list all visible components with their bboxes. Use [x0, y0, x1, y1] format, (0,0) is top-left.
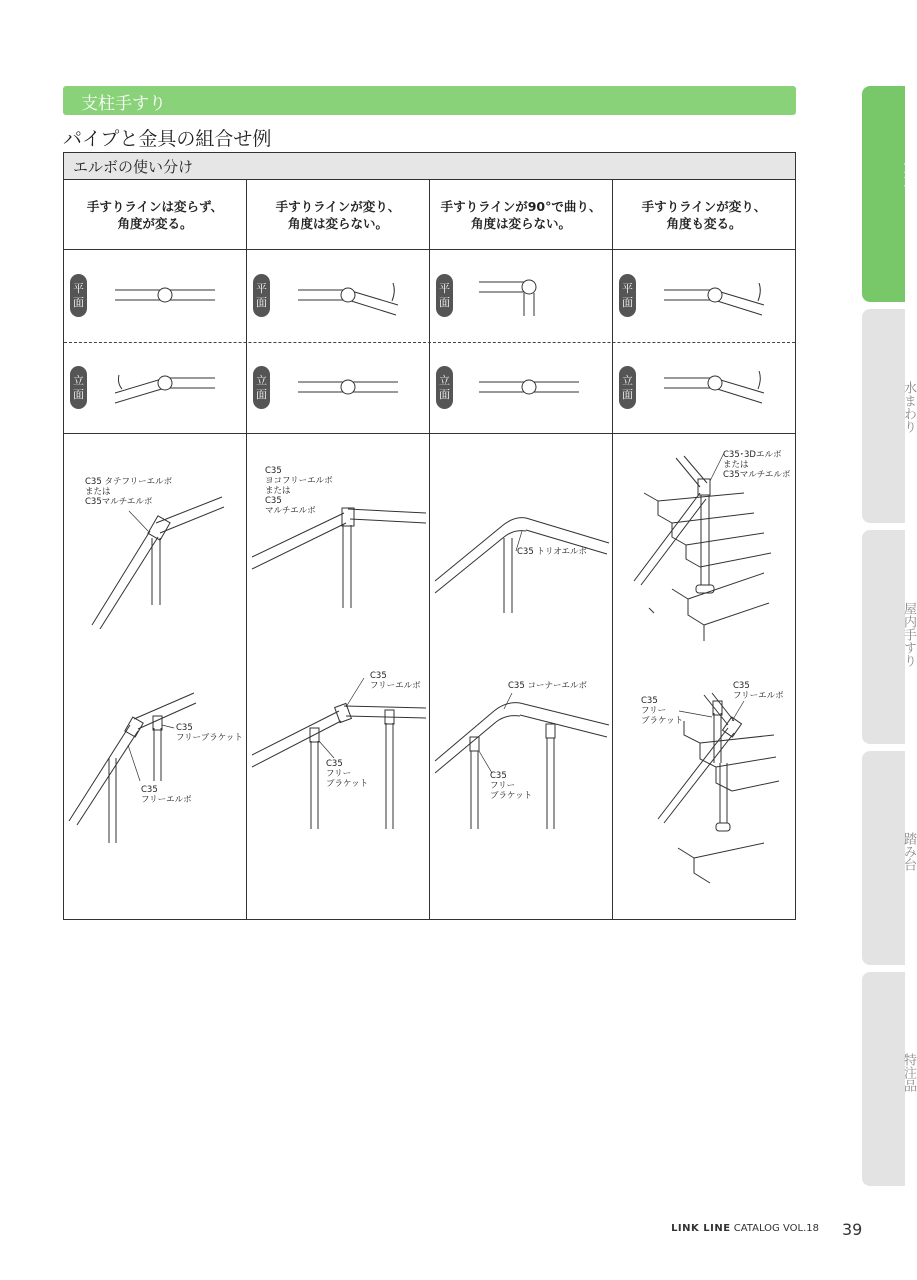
tab-label: 踏み台 [901, 832, 916, 871]
label-c1-top: C35 タテフリーエルボ または C35マルチエルボ [85, 477, 173, 507]
elevation-view-label: 立 面 [70, 366, 87, 409]
tab-outdoor-handrail[interactable] [862, 86, 916, 302]
column-header-text: 手すりラインが変り、 [641, 199, 767, 214]
illustration-c4-top [634, 453, 771, 641]
illustration-c2-bottom [252, 678, 426, 829]
column-header-text: 手すりラインが変り、 [275, 199, 401, 214]
plan-diagram-3 [479, 280, 536, 316]
plan-diagram-1 [115, 288, 215, 302]
label-c3-bottom-bracket: C35 フリー ブラケット [490, 771, 533, 801]
label-c1-bottom-elbow: C35 フリーエルボ [141, 785, 192, 805]
tab-label: 水まわり [901, 381, 916, 433]
section-title: 支柱手すり [81, 94, 166, 114]
tab-step-stool[interactable] [862, 751, 916, 965]
label-c2-bottom-elbow: C35 フリーエルボ [370, 671, 421, 691]
plan-diagram-4 [664, 283, 764, 315]
brand-name: LINK LINE [671, 1223, 731, 1234]
page-title: パイプと金具の組合せ例 [63, 128, 272, 150]
tab-water[interactable] [862, 309, 916, 523]
tab-indoor-handrail[interactable] [862, 530, 916, 744]
column-header-text: 手すりラインは変らず、 [86, 199, 224, 214]
label-c1-bottom-bracket: C35 フリーブラケット [176, 723, 243, 743]
elevation-diagram-2 [298, 380, 398, 394]
elevation-view-label: 立 面 [253, 366, 270, 409]
label-c4-top: C35･3Dエルボ または C35マルチエルボ [723, 450, 791, 480]
illustration-c3-bottom [435, 693, 609, 829]
elevation-diagram-1 [115, 375, 215, 403]
column-header-text: 角度が変る。 [117, 216, 193, 231]
tab-label: 特注品 [901, 1053, 916, 1092]
label-c4-bottom-bracket: C35 フリー ブラケット [641, 696, 684, 726]
plan-diagram-2 [298, 283, 398, 315]
illustration-c3-top [435, 518, 609, 613]
elevation-view-label: 立 面 [619, 366, 636, 409]
plan-view-label: 平 面 [619, 274, 636, 317]
label-c3-bottom-elbow: C35 コーナーエルボ [508, 681, 587, 691]
label-c2-bottom-bracket: C35 フリー ブラケット [326, 759, 369, 789]
label-c2-top: C35 ヨコフリーエルボ または C35 マルチエルボ [265, 466, 333, 516]
elevation-diagram-4 [664, 371, 764, 403]
section-header [63, 86, 796, 115]
column-header-text: 角度も変る。 [666, 216, 742, 231]
elevation-view-label: 立 面 [436, 366, 453, 409]
elevation-diagram-3 [479, 380, 579, 394]
tab-custom[interactable] [862, 972, 916, 1186]
page-number: 39 [842, 1220, 863, 1239]
illustration-c1-top [92, 497, 224, 629]
catalog-name: CATALOG VOL.18 [733, 1223, 819, 1234]
illustration-c2-top [252, 508, 426, 608]
elbow-usage-table [63, 152, 796, 920]
tab-label: 屋外手すり [901, 152, 916, 217]
label-c4-bottom-elbow: C35 フリーエルボ [733, 681, 784, 701]
column-header-text: 角度は変らない。 [470, 216, 571, 231]
tab-label: 屋内手すり [901, 602, 916, 667]
plan-view-label: 平 面 [253, 274, 270, 317]
plan-view-label: 平 面 [70, 274, 87, 317]
illustration-c1-bottom [69, 693, 196, 843]
column-header-text: 手すりラインが90°で曲り、 [440, 199, 602, 214]
plan-view-label: 平 面 [436, 274, 453, 317]
column-header-text: 角度は変らない。 [287, 216, 388, 231]
table-title: エルボの使い分け [73, 158, 194, 176]
label-c3-top: C35 トリオエルボ [517, 547, 588, 557]
footer-catalog [671, 1223, 819, 1234]
